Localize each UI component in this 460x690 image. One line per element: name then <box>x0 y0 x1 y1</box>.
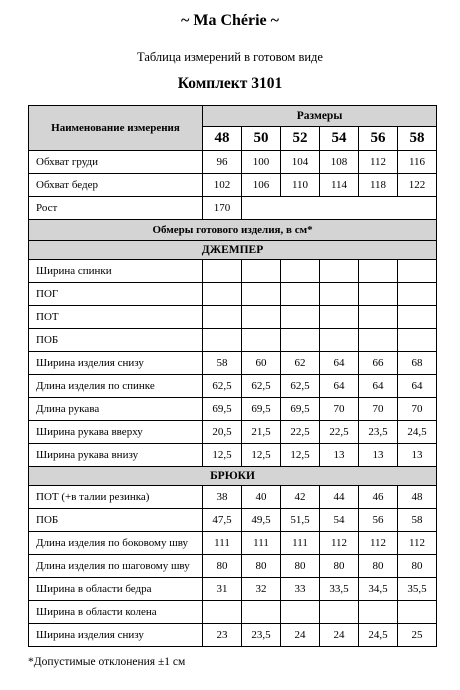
measurement-value <box>320 306 359 329</box>
measurement-value: 12,5 <box>242 444 281 467</box>
measurement-value: 70 <box>320 398 359 421</box>
measurement-value <box>398 329 437 352</box>
measurement-value: 12,5 <box>281 444 320 467</box>
measurement-label: Длина изделия по шаговому шву <box>29 555 203 578</box>
measurement-value: 110 <box>281 174 320 197</box>
measurement-value: 69,5 <box>242 398 281 421</box>
measurement-value: 112 <box>359 532 398 555</box>
measurement-value: 62,5 <box>281 375 320 398</box>
measurement-value: 23 <box>203 624 242 647</box>
measurement-value: 111 <box>281 532 320 555</box>
table-row <box>29 486 437 509</box>
measurement-label: Длина рукава <box>29 398 203 421</box>
measurement-value: 62,5 <box>242 375 281 398</box>
measurement-value: 102 <box>203 174 242 197</box>
measurement-value: 112 <box>320 532 359 555</box>
measurement-value: 38 <box>203 486 242 509</box>
measurement-value: 35,5 <box>398 578 437 601</box>
table-row <box>29 578 437 601</box>
measurement-label: ПОТ (+в талии резинка) <box>29 486 203 509</box>
table-row <box>29 601 437 624</box>
measurement-label: Ширина в области колена <box>29 601 203 624</box>
height-row <box>29 197 437 220</box>
size-header-cell: 58 <box>398 127 437 151</box>
measurement-value: 70 <box>359 398 398 421</box>
measurement-value: 42 <box>281 486 320 509</box>
measurement-value: 23,5 <box>359 421 398 444</box>
measurement-value: 64 <box>320 375 359 398</box>
measurement-value: 54 <box>320 509 359 532</box>
measurement-value: 62,5 <box>203 375 242 398</box>
measurement-value <box>242 283 281 306</box>
measurement-value: 64 <box>320 352 359 375</box>
measurement-value <box>203 306 242 329</box>
section-row <box>29 220 437 241</box>
measurement-value <box>281 283 320 306</box>
measurement-value: 12,5 <box>203 444 242 467</box>
measurement-value <box>203 260 242 283</box>
measurement-value: 80 <box>359 555 398 578</box>
measurement-value: 23,5 <box>242 624 281 647</box>
measurement-value: 116 <box>398 151 437 174</box>
measurement-value: 108 <box>320 151 359 174</box>
table-subtitle: Таблица измерений в готовом виде <box>137 50 323 64</box>
measurement-value: 49,5 <box>242 509 281 532</box>
measurement-value: 24 <box>320 624 359 647</box>
measurement-value: 56 <box>359 509 398 532</box>
measurement-value: 22,5 <box>281 421 320 444</box>
measurement-value: 122 <box>398 174 437 197</box>
measurement-table <box>28 105 437 647</box>
size-header-cell: 52 <box>281 127 320 151</box>
table-row <box>29 532 437 555</box>
group-row <box>29 241 437 260</box>
table-row <box>29 421 437 444</box>
measurement-value: 58 <box>203 352 242 375</box>
measurement-value: 24 <box>281 624 320 647</box>
measurement-value: 31 <box>203 578 242 601</box>
table-row <box>29 151 437 174</box>
measurement-value: 80 <box>281 555 320 578</box>
table-row <box>29 509 437 532</box>
measurement-value: 24,5 <box>359 624 398 647</box>
measurement-label: Ширина изделия снизу <box>29 352 203 375</box>
measurement-value <box>242 306 281 329</box>
measurement-label: Ширина рукава внизу <box>29 444 203 467</box>
measurement-value <box>242 329 281 352</box>
measurement-label: Ширина спинки <box>29 260 203 283</box>
measurement-label: Ширина изделия снизу <box>29 624 203 647</box>
measurement-value: 47,5 <box>203 509 242 532</box>
sizes-header: Размеры <box>203 106 437 127</box>
table-row <box>29 174 437 197</box>
measurement-value: 80 <box>242 555 281 578</box>
group-title: БРЮКИ <box>29 467 437 486</box>
measurement-value: 80 <box>398 555 437 578</box>
measurement-value: 100 <box>242 151 281 174</box>
measurement-value: 114 <box>320 174 359 197</box>
measurement-label: Обхват груди <box>29 151 203 174</box>
measurement-value <box>398 283 437 306</box>
measurement-value: 64 <box>359 375 398 398</box>
measurement-value <box>359 329 398 352</box>
table-row <box>29 306 437 329</box>
brand-title: ~ Ma Chérie ~ <box>181 12 279 29</box>
measurement-value <box>359 283 398 306</box>
product-title: Комплект 3101 <box>177 75 283 92</box>
measurement-label: ПОБ <box>29 329 203 352</box>
table-row <box>29 555 437 578</box>
measurement-value: 62 <box>281 352 320 375</box>
measurement-value: 68 <box>398 352 437 375</box>
measurement-value: 33 <box>281 578 320 601</box>
measurement-value: 118 <box>359 174 398 197</box>
tolerance-footnote: *Допустимые отклонения ±1 см <box>28 656 186 668</box>
measurement-label: ПОГ <box>29 283 203 306</box>
measurement-value: 24,5 <box>398 421 437 444</box>
measurement-value <box>320 260 359 283</box>
measurement-name-header: Наименование измерения <box>29 106 203 151</box>
measurement-value: 44 <box>320 486 359 509</box>
measurement-value <box>281 329 320 352</box>
section-title: Обмеры готового изделия, в см* <box>29 220 437 241</box>
measurement-value: 112 <box>359 151 398 174</box>
empty-cell <box>242 197 437 220</box>
measurement-value <box>320 601 359 624</box>
measurement-value <box>281 260 320 283</box>
measurement-value: 69,5 <box>203 398 242 421</box>
measurement-label: Ширина в области бедра <box>29 578 203 601</box>
measurement-value <box>320 329 359 352</box>
measurement-value <box>359 601 398 624</box>
measurement-value <box>398 601 437 624</box>
height-value: 170 <box>203 197 242 220</box>
table-row <box>29 444 437 467</box>
measurement-value: 80 <box>203 555 242 578</box>
measurement-value: 69,5 <box>281 398 320 421</box>
measurement-label: Ширина рукава вверху <box>29 421 203 444</box>
measurement-value <box>242 601 281 624</box>
group-row <box>29 467 437 486</box>
measurement-value: 51,5 <box>281 509 320 532</box>
table-row <box>29 375 437 398</box>
table-row <box>29 283 437 306</box>
measurement-value <box>359 306 398 329</box>
measurement-value: 33,5 <box>320 578 359 601</box>
table-row <box>29 329 437 352</box>
measurement-value: 13 <box>398 444 437 467</box>
measurement-value: 104 <box>281 151 320 174</box>
measurement-value: 58 <box>398 509 437 532</box>
measurement-value: 80 <box>320 555 359 578</box>
group-title: ДЖЕМПЕР <box>29 241 437 260</box>
measurement-value: 34,5 <box>359 578 398 601</box>
table-row <box>29 352 437 375</box>
measurement-value <box>242 260 281 283</box>
measurement-value <box>359 260 398 283</box>
measurement-value: 21,5 <box>242 421 281 444</box>
measurement-value: 106 <box>242 174 281 197</box>
measurement-value: 13 <box>320 444 359 467</box>
measurement-value <box>281 306 320 329</box>
size-header-cell: 56 <box>359 127 398 151</box>
size-header-cell: 50 <box>242 127 281 151</box>
measurement-value: 66 <box>359 352 398 375</box>
measurement-value: 111 <box>242 532 281 555</box>
measurement-value <box>203 601 242 624</box>
measurement-value: 48 <box>398 486 437 509</box>
measurement-value: 46 <box>359 486 398 509</box>
measurement-label: Обхват бедер <box>29 174 203 197</box>
measurement-value: 40 <box>242 486 281 509</box>
measurement-value: 70 <box>398 398 437 421</box>
measurement-label: Длина изделия по боковому шву <box>29 532 203 555</box>
measurement-value: 20,5 <box>203 421 242 444</box>
table-row <box>29 398 437 421</box>
measurement-value: 32 <box>242 578 281 601</box>
measurement-value <box>281 601 320 624</box>
measurement-value: 22,5 <box>320 421 359 444</box>
size-header-cell: 48 <box>203 127 242 151</box>
measurement-value: 13 <box>359 444 398 467</box>
measurement-value: 60 <box>242 352 281 375</box>
measurement-label: ПОТ <box>29 306 203 329</box>
measurement-value: 112 <box>398 532 437 555</box>
measurement-value <box>203 283 242 306</box>
table-row <box>29 624 437 647</box>
measurement-value: 64 <box>398 375 437 398</box>
measurement-label: ПОБ <box>29 509 203 532</box>
measurement-label: Длина изделия по спинке <box>29 375 203 398</box>
measurement-value <box>320 283 359 306</box>
measurement-label: Рост <box>29 197 203 220</box>
table-row <box>29 260 437 283</box>
size-header-cell: 54 <box>320 127 359 151</box>
measurement-value: 96 <box>203 151 242 174</box>
measurement-value: 25 <box>398 624 437 647</box>
measurement-value <box>203 329 242 352</box>
measurement-value <box>398 306 437 329</box>
measurement-value <box>398 260 437 283</box>
measurement-value: 111 <box>203 532 242 555</box>
